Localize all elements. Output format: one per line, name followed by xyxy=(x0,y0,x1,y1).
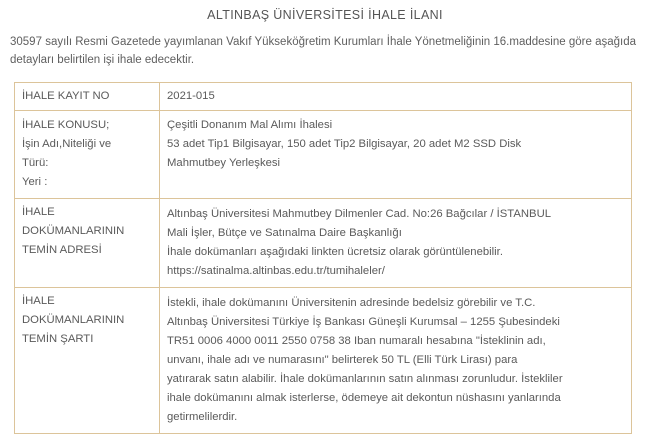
document-url[interactable]: https://satinalma.altinbas.edu.tr/tumihaleler/ xyxy=(167,265,385,277)
label-line: İHALE xyxy=(22,206,55,218)
spacer xyxy=(167,173,625,192)
row-value-temin-adresi xyxy=(160,199,632,288)
row-label-ihale-konusu xyxy=(15,111,160,199)
iban-line: TR51 0006 4000 0011 2550 0758 38 Iban numaralı hesabına "İsteklinin adı, xyxy=(167,335,546,347)
value-line: 2021-015 xyxy=(167,90,215,102)
row-label-ihale-kayit-no xyxy=(15,83,160,111)
value-line: Mahmutbey Yerleşkesi xyxy=(167,157,281,169)
value-line: İstekli, ihale dokümanını Üniversitenin adresinde bedelsiz görebilir ve T.C. xyxy=(167,297,536,309)
value-line: yatırarak satın alabilir. İhale dokümanlarının satın alınması zorunludur. İstekliler xyxy=(167,373,563,385)
table-row xyxy=(15,111,632,199)
label-line: İHALE xyxy=(22,295,55,307)
label-line: İHALE KAYIT NO xyxy=(22,90,110,102)
tender-details-table xyxy=(14,82,632,434)
label-line: TEMİN ŞARTI xyxy=(22,333,94,345)
value-line: Mali İşler, Bütçe ve Satınalma Daire Başkanlığı xyxy=(167,227,402,239)
label-line: Yeri : xyxy=(22,176,48,188)
table-row xyxy=(15,83,632,111)
value-line: getirmelilerdir. xyxy=(167,411,238,423)
row-value-temin-sarti xyxy=(160,288,632,434)
table-row xyxy=(15,288,632,434)
row-value-ihale-kayit-no xyxy=(160,83,632,111)
value-line: Altınbaş Üniversitesi Mahmutbey Dilmenler Cad. No:26 Bağcılar / İSTANBUL xyxy=(167,208,552,220)
table-row xyxy=(15,199,632,288)
value-line: ihale dokümanını almak isterlerse, ödemeye ait dekontun nüshasını yanlarında xyxy=(167,392,561,404)
value-line: İhale dokümanları aşağıdaki linkten ücretsiz olarak görüntülenebilir. xyxy=(167,246,503,258)
label-line: TEMİN ADRESİ xyxy=(22,244,102,256)
intro-paragraph: 30597 sayılı Resmi Gazetede yayımlanan Vakıf Yükseköğretim Kurumları İhale Yönetmeliğinin 16.maddesine göre aşağıda detayları belirtilen işi ihale edecektir. xyxy=(10,36,636,66)
row-label-temin-adresi xyxy=(15,199,160,288)
value-line: unvanı, ihale adı ve numarasını" belirterek 50 TL (Elli Türk Lirası) para xyxy=(167,354,518,366)
row-value-ihale-konusu xyxy=(160,111,632,199)
row-label-temin-sarti xyxy=(15,288,160,434)
page-title: ALTINBAŞ ÜNİVERSİTESİ İHALE İLANI xyxy=(207,8,443,22)
value-line: Çeşitli Donanım Mal Alımı İhalesi xyxy=(167,119,333,131)
label-line: DOKÜMANLARININ xyxy=(22,225,125,237)
label-line: Türü: xyxy=(22,157,49,169)
label-line: İHALE KONUSU; xyxy=(22,119,110,131)
value-line: Altınbaş Üniversitesi Türkiye İş Bankası Güneşli Kurumsal – 1255 Şubesindeki xyxy=(167,316,560,328)
label-line: DOKÜMANLARININ xyxy=(22,314,125,326)
label-line: İşin Adı,Niteliği ve xyxy=(22,138,112,150)
value-line: 53 adet Tip1 Bilgisayar, 150 adet Tip2 Bilgisayar, 20 adet M2 SSD Disk xyxy=(167,138,522,150)
